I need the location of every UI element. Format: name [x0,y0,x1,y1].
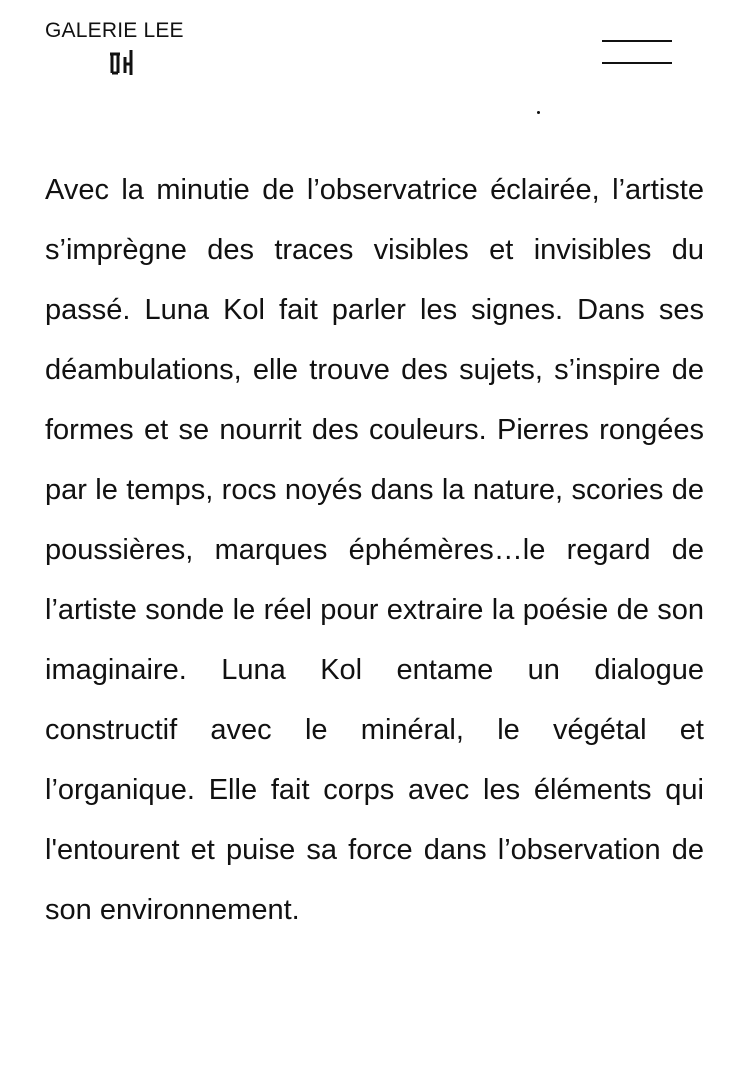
logo-text: GALERIE LEE [45,19,184,42]
divider-dot [537,111,540,114]
hamburger-menu-button[interactable] [600,34,674,70]
site-header [0,0,747,95]
article-paragraph: Avec la minutie de l’observatrice éclairée, l’artiste s’imprègne des traces visibles et invisibles du passé. Luna Kol fait parler les signes. Dans ses déambulations, elle trouve des sujets, s’inspire de formes et se nourrit des couleurs. Pierres rongées par le temps, rocs noyés dans la nature, scories de poussières, marques éphémères…le regard de l’artiste sonde le réel pour extraire la poésie de son imaginaire. Luna Kol entame un dialogue constructif avec le minéral, le végétal et l’organique. Elle fait corps avec les éléments qui l'entourent et puise sa force dans l’observation de son environnement. [45,174,704,926]
galerie-lee-logo-mark-icon [107,48,135,76]
article-content [45,160,704,940]
hamburger-menu-icon [602,40,672,42]
hamburger-menu-icon-line [602,62,672,64]
site-logo-link[interactable] [45,19,184,76]
